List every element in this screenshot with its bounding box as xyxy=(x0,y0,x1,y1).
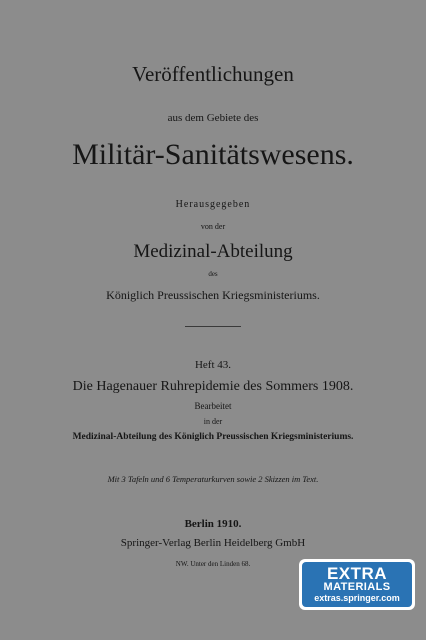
editor-of: von der xyxy=(200,222,226,231)
issue-number: Heft 43. xyxy=(194,359,232,371)
worked-department: Medizinal-Abteilung des Königlich Preussischen Kriegsministeriums. xyxy=(72,432,354,442)
editor-ministry: Königlich Preussischen Kriegsministeriums. xyxy=(106,288,320,302)
imprint-place-year: Berlin 1910. xyxy=(184,518,242,530)
series-subtitle: aus dem Gebiete des xyxy=(167,112,259,124)
extra-materials-badge[interactable] xyxy=(299,559,415,610)
worked-by: Bearbeitet xyxy=(194,401,232,411)
worked-in: in der xyxy=(203,417,223,426)
contents-note: Mit 3 Tafeln und 6 Temperaturkurven sowie 2 Skizzen im Text. xyxy=(107,474,319,484)
badge-line-1: EXTRA xyxy=(326,564,388,583)
divider-line xyxy=(185,326,241,327)
editor-name: Medizinal-Abteilung xyxy=(133,241,293,262)
series-main-title: Militär-Sanitätswesens. xyxy=(72,138,354,171)
publisher-address: NW. Unter den Linden 68. xyxy=(175,560,251,568)
badge-line-3: extras.springer.com xyxy=(314,593,400,603)
series-title: Veröffentlichungen xyxy=(132,62,294,86)
book-title: Die Hagenauer Ruhrepidemie des Sommers 1908. xyxy=(72,379,354,394)
editor-label: Herausgegeben xyxy=(175,199,251,210)
extra-materials-badge-inner xyxy=(302,562,412,607)
publisher-name: Springer-Verlag Berlin Heidelberg GmbH xyxy=(120,537,306,549)
editor-des: des xyxy=(208,270,218,278)
badge-line-2: MATERIALS xyxy=(323,581,391,593)
